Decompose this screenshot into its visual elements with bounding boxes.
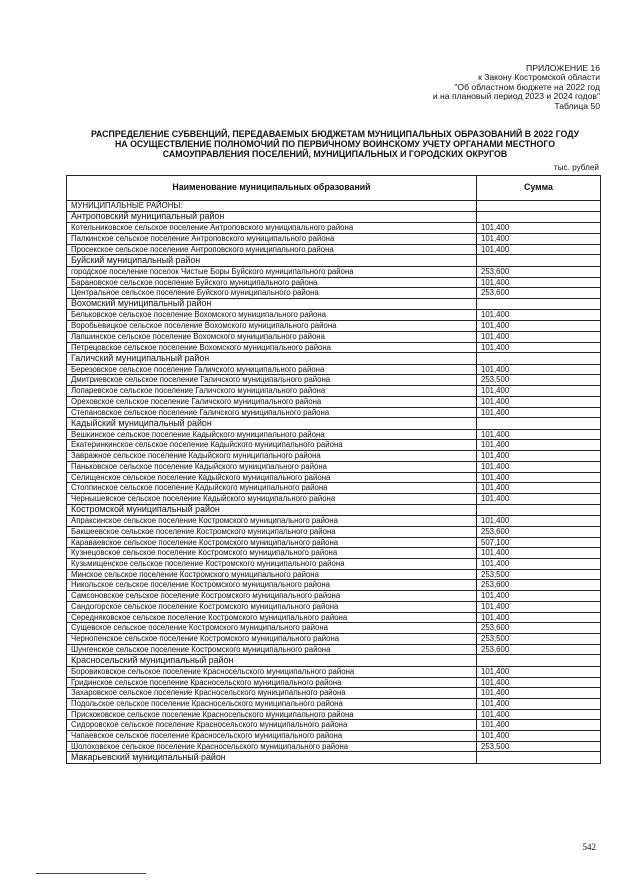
table-row [67,364,601,375]
sum-value: 253,500 [477,569,601,580]
municipality-name: Селищенское сельское поселение Кадыйского муниципального района [67,472,477,483]
table-row [67,386,601,397]
sum-value: 253,600 [477,526,601,537]
municipality-name: Никольское сельское поселение Костромского муниципального района [67,580,477,591]
municipality-name: Палкинское сельское поселение Антроповского муниципального района [67,233,477,244]
sum-value: 101,400 [477,223,601,234]
sum-value: 101,400 [477,396,601,407]
municipality-name: Кузнецовское сельское поселение Костромского муниципального района [67,548,477,559]
municipality-name: Ореховское сельское поселение Галичского муниципального района [67,396,477,407]
municipality-name: Дмитриевское сельское поселение Галичского муниципального района [67,375,477,386]
table-row [67,440,601,451]
table-row [67,580,601,591]
municipality-name: городское поселение поселок Чистые Боры Буйского муниципального района [67,266,477,277]
sum-value [477,255,601,267]
district-name: Антроповский муниципальный район [67,211,477,223]
units-label: тыс. рублей [553,163,599,172]
sum-value: 101,400 [477,698,601,709]
sum-value: 101,400 [477,612,601,623]
municipality-name: Степановское сельское поселение Галичского муниципального района [67,407,477,418]
sum-value: 101,400 [477,277,601,288]
sum-value: 101,400 [477,310,601,321]
municipality-name: Чернышевское сельское поселение Кадыйского муниципального района [67,493,477,504]
sum-value: 101,400 [477,516,601,527]
district-name: Красносельский муниципальный район [67,655,477,667]
sum-value: 101,400 [477,386,601,397]
municipality-name: Боровиковское сельское поселение Красносельского муниципального района [67,666,477,677]
district-row [67,655,601,667]
municipality-name: Гридинское сельское поселение Красносельского муниципального района [67,677,477,688]
municipality-name: Минское сельское поселение Костромского муниципального района [67,569,477,580]
district-name: Макарьевский муниципальный район [67,752,477,764]
municipality-name: Бельковское сельское поселение Вохомского муниципального района [67,310,477,321]
sum-value: 101,400 [477,429,601,440]
table-row [67,558,601,569]
table-row [67,266,601,277]
sum-value [477,418,601,430]
page-number: 542 [582,842,596,852]
district-name: Вохомский муниципальный район [67,298,477,310]
table-row [67,698,601,709]
sum-value: 101,400 [477,451,601,462]
sum-value: 507,100 [477,537,601,548]
sum-value: 253,500 [477,741,601,752]
sum-value: 101,400 [477,493,601,504]
district-row [67,353,601,365]
municipality-name: Шунгенское сельское поселение Костромского муниципального района [67,644,477,655]
municipality-name: Самсоновское сельское поселение Костромского муниципального района [67,591,477,602]
sum-value: 253,500 [477,375,601,386]
table-row [67,526,601,537]
sum-value [477,211,601,223]
table-row [67,633,601,644]
sum-value: 253,500 [477,633,601,644]
table-row [67,233,601,244]
district-row [67,504,601,516]
table-row [67,720,601,731]
sum-value: 253,600 [477,623,601,634]
municipality-name: Караваевское сельское поселение Костромского муниципального района [67,537,477,548]
table-header-row [67,176,601,201]
table-row [67,277,601,288]
table-row [67,342,601,353]
table-row [67,288,601,299]
appendix-header [300,64,600,111]
table-row [67,623,601,634]
sum-value: 101,400 [477,321,601,332]
table-row [67,666,601,677]
table-row [67,569,601,580]
subvention-table [66,175,601,764]
municipality-name: Завражное сельское поселение Кадыйского муниципального района [67,451,477,462]
column-header-sum: Сумма [477,176,601,201]
sum-value: 101,400 [477,731,601,742]
sum-value: 101,400 [477,342,601,353]
law-reference: к Закону Костромской области [478,72,600,83]
sum-value: 101,400 [477,601,601,612]
municipality-name: Воробьевицкое сельское поселение Вохомского муниципального района [67,321,477,332]
sum-value: 253,600 [477,288,601,299]
municipality-name: Захаровское сельское поселение Красносельского муниципального района [67,688,477,699]
title-line-3: САМОУПРАВЛЕНИЯ ПОСЕЛЕНИЙ, МУНИЦИПАЛЬНЫХ И ГОРОДСКИХ ОКРУГОВ [162,149,508,159]
table-row [67,223,601,234]
table-row [67,331,601,342]
district-row [67,211,601,223]
sum-value: 253,600 [477,580,601,591]
municipality-name: Лапшинское сельское поселение Вохомского муниципального района [67,331,477,342]
municipality-name: Прискоковское сельское поселение Красносельского муниципального района [67,709,477,720]
appendix-number: ПРИЛОЖЕНИЕ 16 [526,63,600,73]
sum-value: 101,400 [477,677,601,688]
sum-value: 101,400 [477,331,601,342]
district-name: Кадыйский муниципальный район [67,418,477,430]
sum-value [477,655,601,667]
table-row [67,375,601,386]
municipality-name: МУНИЦИПАЛЬНЫЕ РАЙОНЫ: [67,201,477,212]
table-row [67,516,601,527]
table-row [67,201,601,212]
municipality-name: Апраксинское сельское поселение Костромского муниципального района [67,516,477,527]
sum-value: 101,400 [477,244,601,255]
municipality-name: Барановское сельское поселение Буйского муниципального района [67,277,477,288]
district-row [67,298,601,310]
table-row [67,612,601,623]
sum-value: 101,400 [477,666,601,677]
sum-value: 101,400 [477,461,601,472]
sum-value [477,353,601,365]
table-row [67,429,601,440]
table-row [67,396,601,407]
table-body [67,201,601,764]
column-header-name: Наименование муниципальных образований [67,176,477,201]
table-row [67,591,601,602]
table-row [67,407,601,418]
municipality-name: Сидоровское сельское поселение Красносельского муниципального района [67,720,477,731]
sum-value: 101,400 [477,483,601,494]
title-line-2: НА ОСУЩЕСТВЛЕНИЕ ПОЛНОМОЧИЙ ПО ПЕРВИЧНОМУ ВОИНСКОМУ УЧЕТУ ОРГАНАМИ МЕСТНОГО [114,139,556,149]
sum-value [477,504,601,516]
sum-value: 253,600 [477,266,601,277]
table-row [67,677,601,688]
sum-value: 101,400 [477,548,601,559]
table-row [67,741,601,752]
municipality-name: Бакшеевское сельское поселение Костромского муниципального района [67,526,477,537]
sum-value: 101,400 [477,591,601,602]
table-row [67,321,601,332]
district-name: Галичский муниципальный район [67,353,477,365]
table-row [67,601,601,612]
table-row [67,451,601,462]
district-name: Буйский муниципальный район [67,255,477,267]
sum-value: 101,400 [477,558,601,569]
table-row [67,310,601,321]
municipality-name: Березовское сельское поселение Галичского муниципального района [67,364,477,375]
municipality-name: Вешкинское сельское поселение Кадыйского муниципального района [67,429,477,440]
municipality-name: Лопаревское сельское поселение Галичского муниципального района [67,386,477,397]
table-row [67,537,601,548]
table-row [67,688,601,699]
sum-value [477,201,601,212]
table-row [67,709,601,720]
table-row [67,548,601,559]
municipality-name: Просекское сельское поселение Антроповского муниципального района [67,244,477,255]
table-number: Таблица 50 [554,100,600,111]
municipality-name: Центральное сельское поселение Буйского муниципального района [67,288,477,299]
sum-value: 101,400 [477,472,601,483]
municipality-name: Котельниковское сельское поселение Антроповского муниципального района [67,223,477,234]
law-title-line-2: и на плановый период 2023 и 2024 годов" [432,91,600,102]
sum-value: 101,400 [477,407,601,418]
sum-value: 101,400 [477,233,601,244]
municipality-name: Кузьмищенское сельское поселение Костромского муниципального района [67,558,477,569]
footer-rule [36,873,146,874]
sum-value: 253,600 [477,644,601,655]
sum-value: 101,400 [477,709,601,720]
law-title-line-1: "Об областном бюджете на 2022 год [454,81,600,92]
title-line-1: РАСПРЕДЕЛЕНИЕ СУБВЕНЦИЙ, ПЕРЕДАВАЕМЫХ БЮДЖЕТАМ МУНИЦИПАЛЬНЫХ ОБРАЗОВАНИЙ В 2022 ГОДУ [90,129,580,139]
district-row [67,255,601,267]
municipality-name: Подольское сельское поселение Красносельского муниципального района [67,698,477,709]
municipality-name: Екатеринкинское сельское поселение Кадыйского муниципального района [67,440,477,451]
table-row [67,644,601,655]
sum-value: 101,400 [477,440,601,451]
table-row [67,472,601,483]
sum-value [477,298,601,310]
sum-value [477,752,601,764]
table-row [67,244,601,255]
municipality-name: Паньковское сельское поселение Кадыйского муниципального района [67,461,477,472]
district-row [67,418,601,430]
sum-value: 101,400 [477,720,601,731]
district-row [67,752,601,764]
table-row [67,493,601,504]
sum-value: 101,400 [477,688,601,699]
table-row [67,483,601,494]
municipality-name: Сущевское сельское поселение Костромского муниципального района [67,623,477,634]
municipality-name: Чернопенское сельское поселение Костромского муниципального района [67,633,477,644]
table-row [67,461,601,472]
district-name: Костромской муниципальный район [67,504,477,516]
table-row [67,731,601,742]
municipality-name: Шолоховское сельское поселение Красносельского муниципального района [67,741,477,752]
municipality-name: Петрецовское сельское поселение Вохомского муниципального района [67,342,477,353]
municipality-name: Столпинское сельское поселение Кадыйского муниципального района [67,483,477,494]
document-title [70,129,600,159]
municipality-name: Чапаевское сельское поселение Красносельского муниципального района [67,731,477,742]
municipality-name: Сандогорское сельское поселение Костромского муниципального района [67,601,477,612]
sum-value: 101,400 [477,364,601,375]
municipality-name: Середняковское сельское поселение Костромского муниципального района [67,612,477,623]
